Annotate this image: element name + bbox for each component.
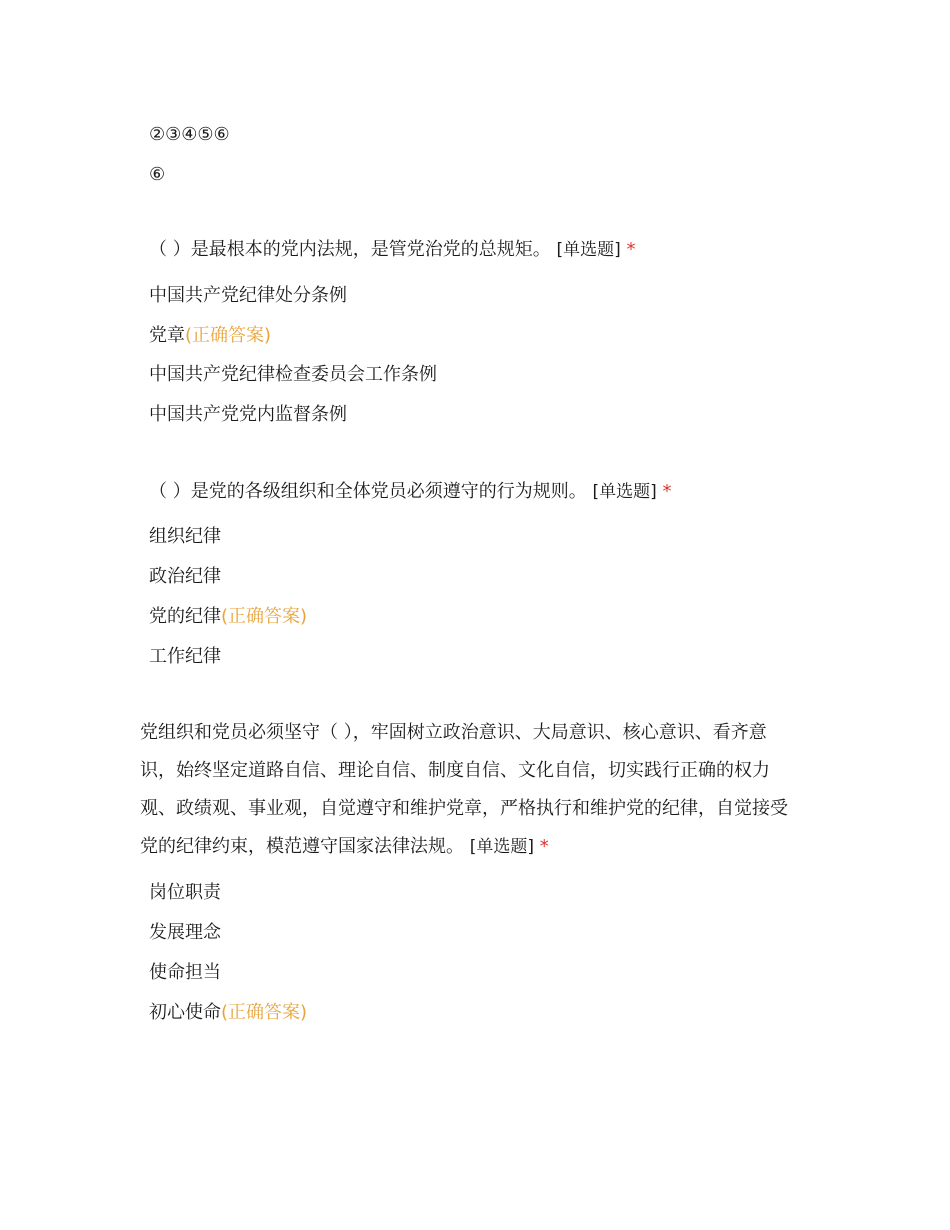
q2-option-2: 政治纪律 [149,566,221,587]
q3-option-1: 岗位职责 [149,882,221,903]
q2-correct-answer-label: (正确答案) [221,606,308,627]
prev-answer-fragment-2: ⑥ [149,164,166,185]
q2-option-1: 组织纪律 [149,526,221,547]
prev-answer-fragment-1: ②③④⑤⑥ [149,124,230,145]
q3-option-4-text: 初心使命 [149,1002,221,1023]
question-3-required-mark: * [539,836,549,857]
q2-option-3 [149,605,307,629]
question-3-line-1: 党组织和党员必须坚守（ ），牢固树立政治意识、大局意识、核心意识、看齐意 [140,722,767,743]
question-3-line-4-text: 党的纪律约束，模范遵守国家法律法规。 [140,836,464,857]
question-3-line-2: 识，始终坚定道路自信、理论自信、制度自信、文化自信，切实践行正确的权力 [140,760,770,781]
question-1-text: （ ）是最根本的党内法规，是管党治党的总规矩。 [149,239,551,260]
question-3-line-3: 观、政绩观、事业观，自觉遵守和维护党章，严格执行和维护党的纪律，自觉接受 [140,798,788,819]
q1-option-2-text: 党章 [149,325,185,346]
q1-option-3: 中国共产党纪律检查委员会工作条例 [149,364,437,385]
q3-option-2: 发展理念 [149,922,221,943]
q3-correct-answer-label: (正确答案) [221,1002,308,1023]
q2-option-3-text: 党的纪律 [149,606,221,627]
question-1 [149,238,635,262]
q1-option-1: 中国共产党纪律处分条例 [149,285,347,306]
question-3-type-tag: [单选题] [469,837,534,857]
question-1-required-mark: * [626,239,636,260]
question-2-type-tag: [单选题] [592,482,657,502]
question-2-text: （ ）是党的各级组织和全体党员必须遵守的行为规则。 [149,481,587,502]
q1-option-4: 中国共产党党内监督条例 [149,404,347,425]
question-2 [149,480,671,504]
question-2-required-mark: * [662,481,672,502]
question-3-line-4 [140,828,820,866]
question-1-type-tag: [单选题] [556,240,621,260]
q3-option-4 [149,1001,307,1025]
q1-option-2 [149,324,271,348]
q2-option-4: 工作纪律 [149,646,221,667]
question-3 [140,714,820,866]
q3-option-3: 使命担当 [149,962,221,983]
q1-correct-answer-label: (正确答案) [185,325,272,346]
